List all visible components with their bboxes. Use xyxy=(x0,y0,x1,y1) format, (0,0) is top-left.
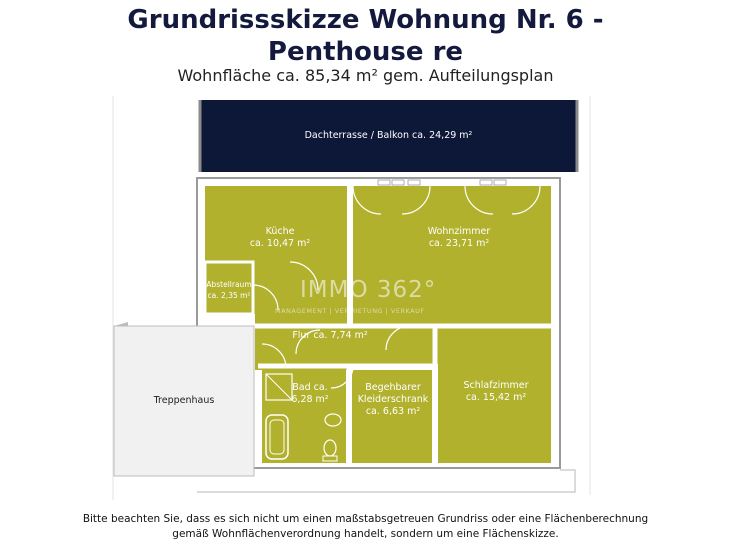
terrace-label: Dachterrasse / Balkon ca. 24,29 m² xyxy=(304,130,473,141)
kitchen-name: Küche xyxy=(265,226,295,237)
closet-line-1: Begehbarer xyxy=(365,382,421,393)
watermark-brand: IMMO 362° xyxy=(300,277,437,303)
bath-name: Bad ca. xyxy=(292,382,328,393)
watermark-tagline: MANAGEMENT | VERMIETUNG | VERKAUF xyxy=(275,307,425,315)
stairs-label: Treppenhaus xyxy=(153,395,215,406)
page-title-line-2: Penthouse re xyxy=(267,37,464,67)
page-subtitle: Wohnfläche ca. 85,34 m² gem. Aufteilungsplan xyxy=(177,66,554,85)
bedroom-area-label: ca. 15,42 m² xyxy=(465,392,527,403)
kitchen-area-label: ca. 10,47 m² xyxy=(249,238,311,249)
living-name: Wohnzimmer xyxy=(427,226,491,237)
bedroom-name: Schlafzimmer xyxy=(463,380,529,391)
storage-name: Abstellraum xyxy=(206,280,252,289)
living-room-area xyxy=(353,186,551,324)
closet-line-2: Kleiderschrank xyxy=(357,394,429,405)
closet-area-label: ca. 6,63 m² xyxy=(365,406,421,417)
disclaimer-line-2: gemäß Wohnflächenverordnung handelt, sondern um eine Flächenskizze. xyxy=(172,528,559,540)
hall-label: Flur ca. 7,74 m² xyxy=(292,330,368,341)
disclaimer-line-1: Bitte beachten Sie, dass es sich nicht um einen maßstabsgetreuen Grundriss oder eine Flächenberechnung xyxy=(82,513,649,525)
living-area-label: ca. 23,71 m² xyxy=(428,238,490,249)
page-title-line-1: Grundrissskizze Wohnung Nr. 6 - xyxy=(127,5,604,35)
storage-area-label: ca. 2,35 m² xyxy=(207,291,251,300)
bath-area-label: 6,28 m² xyxy=(291,394,329,405)
